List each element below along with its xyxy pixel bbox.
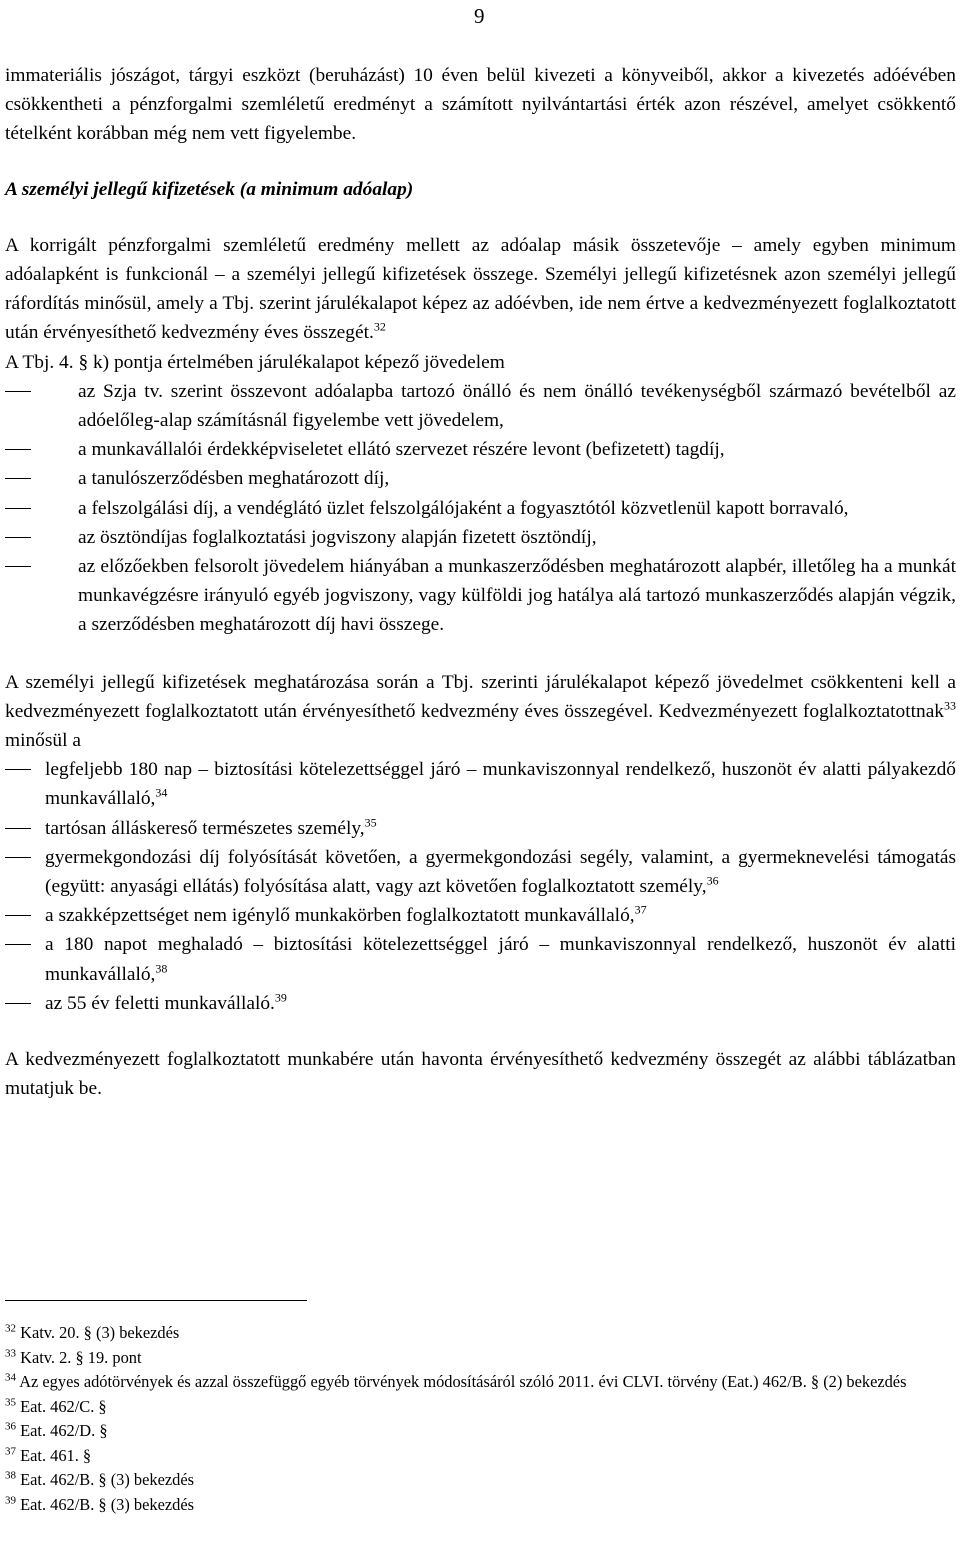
footnote xyxy=(5,1321,956,1346)
beneficiary-text: gyermekgondozási díj folyósítását követően, a gyermekgondozási segély, valamint, a gyermeknevelési támogatás (együtt: anyasági ellátás) folyósítása alatt, vagy azt követően foglalkoztatott személy, xyxy=(45,846,956,898)
beneficiary-list-item xyxy=(5,843,956,901)
footnote-number: 39 xyxy=(5,1494,16,1507)
beneficiary-text: a 180 napot meghaladó – biztosítási kötelezettséggel járó – munkaviszonnyal rendelkező, huszonöt év alatti munkavállaló, xyxy=(45,934,956,985)
footnote-number: 38 xyxy=(5,1469,16,1482)
footnote-number: 35 xyxy=(5,1396,16,1409)
footnote-divider xyxy=(5,1300,307,1301)
beneficiary-list xyxy=(5,755,956,1018)
footnote-ref[interactable]: 37 xyxy=(634,902,647,917)
footnote-number: 33 xyxy=(5,1347,16,1360)
paragraph-table-intro: A kedvezményezett foglalkoztatott munkabére után havonta érvényesíthető kedvezmény összegét az alábbi táblázatban mutatjuk be. xyxy=(5,1049,956,1100)
beneficiary-text: a szakképzettséget nem igénylő munkakörben foglalkoztatott munkavállaló, xyxy=(45,905,635,927)
footnote-text: Az egyes adótörvények és azzal összefüggő egyéb törvények módosításáról szóló 2011. évi CLVI. törvény (Eat.) 462/B. § (2) bekezdés xyxy=(19,1372,907,1391)
footnote-ref[interactable]: 39 xyxy=(274,990,287,1005)
paragraph-reduction xyxy=(5,668,956,756)
footnote xyxy=(5,1395,956,1420)
paragraph-definition-text: A korrigált pénzforgalmi szemléletű eredmény mellett az adóalap másik összetevője – amely egyben minimum adóalapként is funkcionál – a személyi jellegű kifizetések összege. Személyi jellegű kifizetésnek azon személyi jellegű ráfordítás minősül, amely a Tbj. szerint járulékalapot képez az adóévben, ide nem értve a kedvezményezett foglalkoztatott után érvényesíthető kedvezmény éves összegét. xyxy=(5,234,956,344)
footnote-text: Eat. 462/D. § xyxy=(20,1421,108,1440)
income-list-item: az előzőekben felsorolt jövedelem hiányában a munkaszerződésben meghatározott alapbér, illetőleg ha a munkát munkavégzésre irányuló egyéb jogviszony, vagy külföldi jog hatálya alá tartozó munkaszerződés alapján végzik, a szerződésben meghatározott díj havi összege. xyxy=(5,552,956,640)
paragraph-definition xyxy=(5,231,956,348)
footnote-ref[interactable]: 36 xyxy=(706,873,719,888)
beneficiary-text: legfeljebb 180 nap – biztosítási kötelezettséggel járó – munkaviszonnyal rendelkező, huszonöt év alatti pályakezdő munkavállaló, xyxy=(45,759,956,810)
paragraph-tbj: A Tbj. 4. § k) pontja értelmében járulékalapot képező jövedelem xyxy=(5,351,505,373)
income-list-item: a felszolgálási díj, a vendéglátó üzlet felszolgálójaként a fogyasztótól közvetlenül kapott borravaló, xyxy=(5,494,956,523)
footnote-number: 37 xyxy=(5,1445,16,1458)
footnote-text: Eat. 462/B. § (3) bekezdés xyxy=(20,1470,194,1489)
income-list-item: a tanulószerződésben meghatározott díj, xyxy=(5,464,956,493)
footnote-text: Eat. 462/C. § xyxy=(20,1396,107,1416)
paragraph-reduction-tail: minősül a xyxy=(5,730,81,752)
footnote xyxy=(5,1346,956,1371)
page-number: 9 xyxy=(474,4,485,28)
footnote-number: 32 xyxy=(5,1322,16,1335)
footnote-text: Katv. 2. § 19. pont xyxy=(20,1347,142,1367)
footnote xyxy=(5,1370,956,1395)
beneficiary-text: tartósan álláskereső természetes személy, xyxy=(45,817,365,839)
beneficiary-list-item xyxy=(5,814,956,843)
beneficiary-list-item xyxy=(5,901,956,930)
income-list xyxy=(5,377,956,640)
footnote-text: Katv. 20. § (3) bekezdés xyxy=(20,1323,180,1342)
beneficiary-text: az 55 év feletti munkavállaló. xyxy=(45,992,275,1014)
beneficiary-list-item xyxy=(5,755,956,813)
footnotes xyxy=(5,1300,956,1517)
income-list-item: az Szja tv. szerint összevont adóalapba tartozó önálló és nem önálló tevékenységből származó bevételből az adóelőleg-alap számításnál figyelembe vett jövedelem, xyxy=(5,377,956,435)
footnote-ref-33[interactable]: 33 xyxy=(944,698,956,713)
income-list-item: a munkavállalói érdekképviseletet ellátó szervezet részére levont (befizetett) tagdíj, xyxy=(5,435,956,464)
footnote xyxy=(5,1444,956,1469)
footnote-text: Eat. 461. § xyxy=(20,1445,92,1465)
footnote-number: 34 xyxy=(5,1371,16,1384)
footnote-ref[interactable]: 34 xyxy=(155,786,168,800)
beneficiary-list-item xyxy=(5,930,956,988)
footnote-ref[interactable]: 35 xyxy=(364,815,377,830)
footnote-ref[interactable]: 38 xyxy=(155,961,168,976)
beneficiary-list-item xyxy=(5,989,956,1018)
paragraph-reduction-text: A személyi jellegű kifizetések meghatározása során a Tbj. szerinti járulékalapot képező jövedelmet csökkenteni kell a kedvezményezett foglalkoztatott után érvényesíthető kedvezmény éves összegével. Kedvezményezett foglalkoztatottnak xyxy=(5,671,956,722)
footnote xyxy=(5,1468,956,1493)
footnote-ref-32[interactable]: 32 xyxy=(373,319,386,334)
document-body xyxy=(5,61,956,1104)
footnote xyxy=(5,1419,956,1444)
footnote xyxy=(5,1493,956,1518)
footnote-text: Eat. 462/B. § (3) bekezdés xyxy=(20,1494,194,1514)
income-list-item: az ösztöndíjas foglalkoztatási jogviszony alapján fizetett ösztöndíj, xyxy=(5,523,956,552)
section-heading: A személyi jellegű kifizetések (a minimum adóalap) xyxy=(5,178,414,200)
footnote-number: 36 xyxy=(5,1420,16,1433)
paragraph-intro: immateriális jószágot, tárgyi eszközt (beruházást) 10 éven belül kivezeti a könyveiből, akkor a kivezetés adóévében csökkentheti a pénzforgalmi szemléletű eredményt a számított nyilvántartási érték azon részével, amelyet csökkentő tételként korábban még nem vett figyelembe. xyxy=(5,65,956,145)
